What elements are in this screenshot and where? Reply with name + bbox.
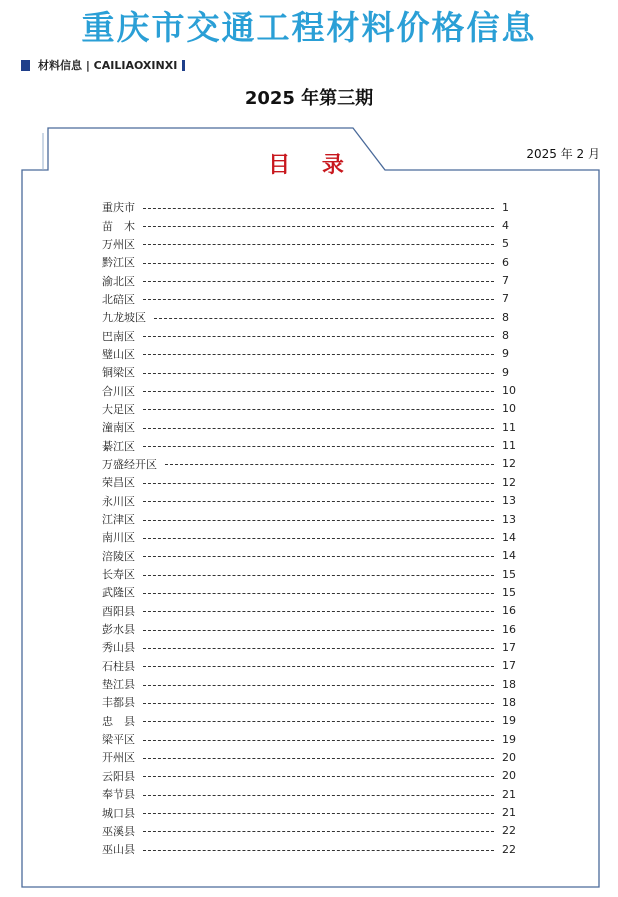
- toc-entry-name: 綦江区: [102, 439, 135, 453]
- toc-entry-page: 16: [502, 604, 516, 618]
- toc-leader-dots: [143, 850, 494, 851]
- toc-leader-dots: [143, 263, 494, 264]
- toc-entry-name: 云阳县: [102, 769, 135, 783]
- toc-entry[interactable]: [102, 657, 522, 675]
- toc-leader-dots: [143, 666, 494, 667]
- toc-entry[interactable]: [102, 308, 522, 326]
- toc-entry-page: 5: [502, 237, 509, 251]
- toc-entry-name: 巫溪县: [102, 824, 135, 838]
- toc-entry-name: 丰都县: [102, 696, 135, 710]
- toc-entry-page: 13: [502, 512, 516, 526]
- toc-entry-name: 酉阳县: [102, 604, 135, 618]
- toc-entry-name: 石柱县: [102, 659, 135, 673]
- toc-entry[interactable]: [102, 400, 522, 418]
- toc-entry-name: 潼南区: [102, 421, 135, 435]
- toc-entry[interactable]: [102, 381, 522, 399]
- toc-leader-dots: [143, 538, 494, 539]
- toc-entry-name: 永川区: [102, 494, 135, 508]
- toc-leader-dots: [165, 464, 494, 465]
- section-label: 材料信息 | CAILIAOXINXI: [38, 59, 178, 72]
- toc-entry-name: 梁平区: [102, 733, 135, 747]
- toc-entry-page: 7: [502, 292, 509, 306]
- toc-entry-page: 18: [502, 677, 516, 691]
- toc-entry[interactable]: [102, 803, 522, 821]
- toc-entry-page: 18: [502, 695, 516, 709]
- toc-entry[interactable]: [102, 253, 522, 271]
- masthead-title: 重庆市交通工程材料价格信息: [81, 8, 537, 47]
- toc-leader-dots: [143, 831, 494, 832]
- toc-entry-page: 21: [502, 806, 516, 820]
- toc-leader-dots: [154, 318, 494, 319]
- toc-entry-page: 8: [502, 329, 509, 343]
- toc-leader-dots: [143, 354, 494, 355]
- toc-entry-name: 北碚区: [102, 292, 135, 306]
- toc-entry-page: 22: [502, 842, 516, 856]
- toc-entry-name: 城口县: [102, 806, 135, 820]
- toc-entry-page: 8: [502, 310, 509, 324]
- toc-entry-page: 7: [502, 274, 509, 288]
- toc-entry[interactable]: [102, 693, 522, 711]
- toc-leader-dots: [143, 391, 494, 392]
- toc-entry[interactable]: [102, 547, 522, 565]
- toc-leader-dots: [143, 593, 494, 594]
- toc-leader-dots: [143, 703, 494, 704]
- toc-entry[interactable]: [102, 235, 522, 253]
- toc-entry[interactable]: [102, 840, 522, 858]
- toc-entry[interactable]: [102, 492, 522, 510]
- toc-entry[interactable]: [102, 638, 522, 656]
- toc-entry-name: 巫山县: [102, 843, 135, 857]
- toc-entry[interactable]: [102, 583, 522, 601]
- toc-entry-page: 14: [502, 549, 516, 563]
- toc-entry-name: 南川区: [102, 531, 135, 545]
- toc-leader-dots: [143, 575, 494, 576]
- toc-leader-dots: [143, 556, 494, 557]
- toc-leader-dots: [143, 520, 494, 521]
- toc-entry-page: 17: [502, 659, 516, 673]
- toc-entry[interactable]: [102, 620, 522, 638]
- toc-entry-page: 9: [502, 347, 509, 361]
- toc-entry[interactable]: [102, 198, 522, 216]
- toc-leader-dots: [143, 208, 494, 209]
- toc-entry-page: 16: [502, 622, 516, 636]
- issue-date: 2025 年 2 月: [526, 147, 600, 161]
- toc-leader-dots: [143, 483, 494, 484]
- toc-entry[interactable]: [102, 271, 522, 289]
- toc-entry-page: 14: [502, 530, 516, 544]
- toc-entry[interactable]: [102, 455, 522, 473]
- toc-entry-name: 忠 县: [102, 714, 135, 728]
- toc-entry-page: 1: [502, 200, 509, 214]
- toc-entry-page: 17: [502, 640, 516, 654]
- toc-entry-name: 苗 木: [102, 219, 135, 233]
- toc-list: [102, 198, 522, 858]
- toc-entry-page: 21: [502, 787, 516, 801]
- toc-entry[interactable]: [102, 565, 522, 583]
- toc-entry[interactable]: [102, 418, 522, 436]
- toc-entry[interactable]: [102, 510, 522, 528]
- toc-leader-dots: [143, 281, 494, 282]
- toc-entry[interactable]: [102, 528, 522, 546]
- toc-entry-page: 12: [502, 475, 516, 489]
- toc-entry-name: 江津区: [102, 513, 135, 527]
- toc-entry[interactable]: [102, 712, 522, 730]
- toc-entry-name: 荣昌区: [102, 476, 135, 490]
- toc-leader-dots: [143, 226, 494, 227]
- toc-leader-dots: [143, 813, 494, 814]
- toc-entry[interactable]: [102, 436, 522, 454]
- toc-entry[interactable]: [102, 473, 522, 491]
- toc-entry-name: 九龙坡区: [102, 311, 146, 325]
- toc-entry-name: 重庆市: [102, 201, 135, 215]
- toc-leader-dots: [143, 428, 494, 429]
- toc-entry-page: 22: [502, 824, 516, 838]
- toc-entry[interactable]: [102, 822, 522, 840]
- toc-entry[interactable]: [102, 602, 522, 620]
- toc-entry[interactable]: [102, 675, 522, 693]
- toc-leader-dots: [143, 501, 494, 502]
- toc-entry-name: 大足区: [102, 402, 135, 416]
- toc-leader-dots: [143, 740, 494, 741]
- toc-entry-name: 秀山县: [102, 641, 135, 655]
- toc-entry-page: 13: [502, 494, 516, 508]
- toc-leader-dots: [143, 373, 494, 374]
- toc-entry-name: 垫江县: [102, 678, 135, 692]
- toc-leader-dots: [143, 795, 494, 796]
- toc-entry-name: 巴南区: [102, 329, 135, 343]
- toc-entry-name: 渝北区: [102, 274, 135, 288]
- toc-leader-dots: [143, 244, 494, 245]
- toc-entry-page: 9: [502, 365, 509, 379]
- toc-entry-page: 10: [502, 402, 516, 416]
- toc-leader-dots: [143, 446, 494, 447]
- toc-entry[interactable]: [102, 345, 522, 363]
- toc-entry-name: 奉节县: [102, 788, 135, 802]
- toc-entry-page: 20: [502, 750, 516, 764]
- toc-entry-name: 武隆区: [102, 586, 135, 600]
- toc-entry-name: 彭水县: [102, 623, 135, 637]
- toc-entry-page: 12: [502, 457, 516, 471]
- toc-entry-name: 长寿区: [102, 568, 135, 582]
- toc-entry-page: 11: [502, 420, 516, 434]
- toc-entry-page: 20: [502, 769, 516, 783]
- toc-entry-name: 黔江区: [102, 256, 135, 270]
- toc-leader-dots: [143, 721, 494, 722]
- toc-leader-dots: [143, 611, 494, 612]
- toc-leader-dots: [143, 685, 494, 686]
- toc-entry-page: 19: [502, 714, 516, 728]
- toc-entry[interactable]: [102, 785, 522, 803]
- toc-entry[interactable]: [102, 326, 522, 344]
- toc-leader-dots: [143, 758, 494, 759]
- toc-leader-dots: [143, 336, 494, 337]
- toc-entry-page: 15: [502, 585, 516, 599]
- toc-leader-dots: [143, 409, 494, 410]
- toc-entry-name: 涪陵区: [102, 549, 135, 563]
- toc-entry[interactable]: [102, 767, 522, 785]
- toc-leader-dots: [143, 648, 494, 649]
- toc-entry-name: 开州区: [102, 751, 135, 765]
- toc-entry-page: 10: [502, 384, 516, 398]
- toc-entry[interactable]: [102, 748, 522, 766]
- toc-entry[interactable]: [102, 363, 522, 381]
- toc-entry-page: 19: [502, 732, 516, 746]
- toc-entry-name: 合川区: [102, 384, 135, 398]
- toc-entry-name: 铜梁区: [102, 366, 135, 380]
- toc-entry-page: 6: [502, 255, 509, 269]
- toc-leader-dots: [143, 776, 494, 777]
- toc-entry[interactable]: [102, 290, 522, 308]
- toc-leader-dots: [143, 299, 494, 300]
- toc-entry-page: 11: [502, 439, 516, 453]
- toc-entry-page: 4: [502, 219, 509, 233]
- toc-entry-name: 璧山区: [102, 347, 135, 361]
- toc-leader-dots: [143, 630, 494, 631]
- toc-entry-name: 万州区: [102, 237, 135, 251]
- issue-title: 2025 年第三期: [244, 88, 374, 109]
- toc-entry-name: 万盛经开区: [102, 457, 157, 471]
- toc-entry[interactable]: [102, 730, 522, 748]
- toc-entry-page: 15: [502, 567, 516, 581]
- toc-entry[interactable]: [102, 216, 522, 234]
- toc-title: 目 录: [268, 152, 356, 178]
